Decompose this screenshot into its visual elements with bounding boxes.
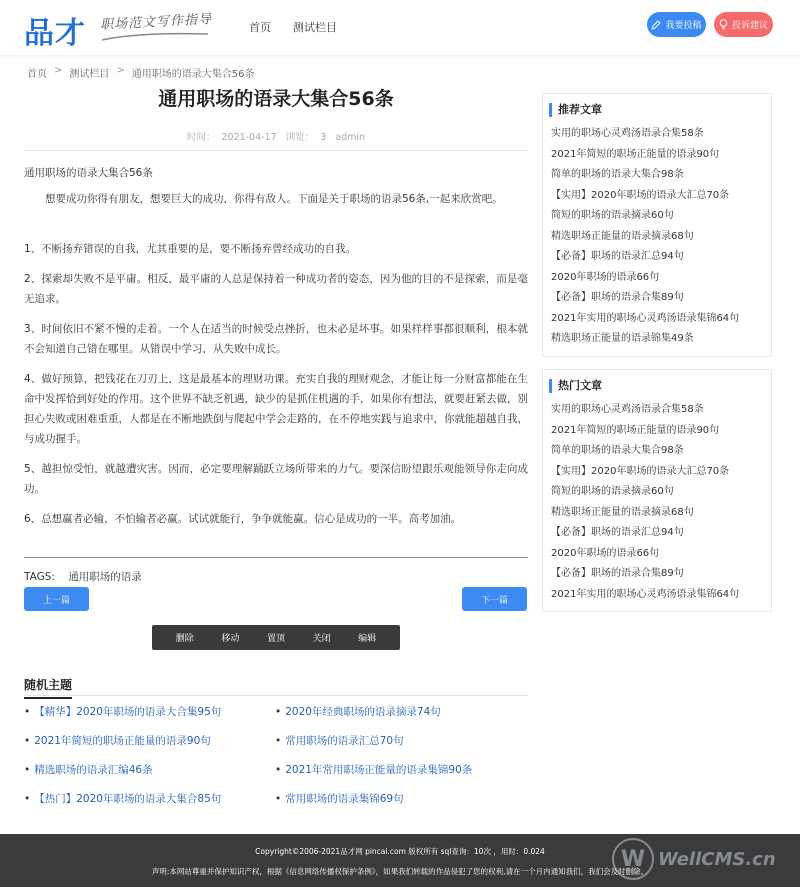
article-paragraph: 3、时间依旧不紧不慢的走着。一个人在适当的时候受点挫折，也未必是坏事。如果样样事都很顺利，根本就不会知道自己错在哪里。从错误中学习，从失败中成长。 <box>24 323 528 355</box>
recommended-articles-panel <box>542 93 772 357</box>
breadcrumb-column[interactable]: 测试栏目 <box>69 69 110 80</box>
bullet: • <box>275 793 282 805</box>
random-topic-item[interactable] <box>275 758 528 787</box>
breadcrumb <box>27 65 255 80</box>
hot-article-link[interactable]: 简单的职场的语录大集合98条 <box>551 445 684 456</box>
random-topic-label: 【热门】2020年职场的语录大集合85句 <box>34 793 222 805</box>
submit-article-button[interactable] <box>647 12 706 37</box>
bullet: • <box>24 735 31 747</box>
main-nav <box>249 19 337 35</box>
nav-test-column[interactable]: 测试栏目 <box>293 21 337 34</box>
site-slogan: 职场范文写作指导 <box>99 12 213 33</box>
title-divider <box>24 150 528 151</box>
random-topic-item[interactable] <box>275 787 528 816</box>
nav-home[interactable]: 首页 <box>249 21 271 34</box>
recommended-article-link[interactable]: 【必备】职场的语录汇总94句 <box>551 251 684 262</box>
prev-article-button[interactable]: 上一篇 <box>24 587 89 611</box>
breadcrumb-home[interactable]: 首页 <box>27 69 47 80</box>
random-topic-item[interactable] <box>275 729 528 758</box>
article-meta <box>24 129 528 143</box>
lightbulb-icon <box>719 19 728 30</box>
hot-article-link[interactable]: 2021年实用的职场心灵鸡汤语录集锦64句 <box>551 588 740 600</box>
footer-disclaimer: 声明:本网站尊重并保护知识产权，根据《信息网络传播权保护条例》，如果我们转载的作品侵犯了您的权利,请在一个月内通知我们，我们会及时删除。 <box>151 867 649 876</box>
article-paragraph: 通用职场的语录大集合56条 <box>24 167 153 179</box>
watermark-text: WellCMS.cn <box>658 848 776 870</box>
random-topic-label: 常用职场的语录汇总70句 <box>285 735 404 747</box>
article-paragraph: 5、越担惊受怕，就越遭灾害。因而，必定要理解踊跃立场所带来的力气。要深信盼望跟乐观能领导你走向成功。 <box>24 463 528 495</box>
edit-button[interactable]: 编辑 <box>358 634 377 644</box>
hot-articles-title: 热门文章 <box>549 379 763 393</box>
pin-button[interactable]: 置顶 <box>266 634 285 644</box>
hot-article-link[interactable]: 简短的职场的语录摘录60句 <box>551 486 674 497</box>
complaint-button[interactable] <box>714 12 773 37</box>
hot-article-link[interactable]: 【必备】职场的语录汇总94句 <box>551 527 684 538</box>
site-header <box>0 0 800 55</box>
bullet: • <box>275 764 282 776</box>
recommended-article-link[interactable]: 简短的职场的语录摘录60句 <box>551 210 674 221</box>
hot-articles-panel <box>542 369 772 612</box>
random-topic-item[interactable] <box>24 787 275 816</box>
random-topic-label: 2021年简短的职场正能量的语录90句 <box>34 735 211 747</box>
recommended-article-link[interactable]: 【实用】2020年职场的语录大汇总70条 <box>551 189 730 201</box>
bullet: • <box>275 706 282 718</box>
admin-toolbar <box>152 625 400 650</box>
wellcms-logo-icon: W <box>612 838 654 880</box>
recommended-article-link[interactable]: 精选职场正能量的语录锦集49条 <box>551 333 694 344</box>
breadcrumb-current: 通用职场的语录大集合56条 <box>131 69 255 80</box>
hot-article-link[interactable]: 精选职场正能量的语录摘录68句 <box>551 506 694 518</box>
recommended-article-link[interactable]: 实用的职场心灵鸡汤语录合集58条 <box>551 128 704 139</box>
random-topics-title: 随机主题 <box>24 676 72 699</box>
hot-article-link[interactable]: 【必备】职场的语录合集89句 <box>551 568 684 579</box>
random-topic-label: 2020年经典职场的语录摘录74句 <box>285 706 441 718</box>
article-tags <box>24 569 142 584</box>
recommended-article-link[interactable]: 【必备】职场的语录合集89句 <box>551 292 684 303</box>
random-topic-label: 2021年常用职场正能量的语录集锦90条 <box>285 764 473 776</box>
recommended-articles-title: 推荐文章 <box>549 103 763 117</box>
random-topic-item[interactable] <box>24 700 275 729</box>
content-end-divider <box>24 557 528 558</box>
time-label: 时间： <box>186 132 216 143</box>
publish-time: 2021-04-17 <box>221 132 277 143</box>
hot-article-link[interactable]: 【实用】2020年职场的语录大汇总70条 <box>551 465 730 477</box>
tag-link[interactable]: 通用职场的语录 <box>68 571 142 583</box>
hot-article-link[interactable]: 2020年职场的语录66句 <box>551 547 660 559</box>
tags-label: TAGS: <box>24 571 55 583</box>
recommended-article-link[interactable]: 2021年实用的职场心灵鸡汤语录集锦64句 <box>551 312 740 324</box>
breadcrumb-separator: > <box>116 65 125 76</box>
wellcms-watermark <box>612 838 776 880</box>
move-button[interactable]: 移动 <box>221 634 240 644</box>
views-label: 浏览： <box>285 132 315 143</box>
random-topic-label: 精选职场的语录汇编46条 <box>34 764 153 776</box>
recommended-article-link[interactable]: 2021年简短的职场正能量的语录90句 <box>551 148 720 160</box>
article-body <box>24 163 528 539</box>
random-topic-label: 常用职场的语录集锦69句 <box>285 793 404 805</box>
random-topic-item[interactable] <box>275 700 528 729</box>
article-paragraph: 2、探索却失败不是平庸。相反，最平庸的人总是保持着一种成功者的姿态，因为他的目的不是探索，而是毫无追求。 <box>24 273 528 305</box>
author-name[interactable]: admin <box>335 132 366 143</box>
recommended-article-link[interactable]: 简单的职场的语录大集合98条 <box>551 169 684 180</box>
article-title: 通用职场的语录大集合56条 <box>158 88 394 110</box>
article-paragraph: 6、总想赢者必输，不怕输者必赢。试试就能行，争争就能赢。信心是成功的一半。高考加油。 <box>24 513 462 525</box>
hot-article-link[interactable]: 2021年简短的职场正能量的语录90句 <box>551 424 720 436</box>
bullet: • <box>24 706 31 718</box>
complaint-label: 投诉建议 <box>731 21 768 31</box>
random-topics-list <box>24 700 528 816</box>
article-paragraph: 想要成功你得有朋友，想要巨大的成功，你得有敌人。下面是关于职场的语录56条,一起来欣赏吧。 <box>45 193 503 205</box>
close-button[interactable]: 关闭 <box>312 634 331 644</box>
random-topic-item[interactable] <box>24 758 275 787</box>
article-paragraph: 1、不断扬弃错误的自我，尤其重要的是，要不断扬弃曾经成功的自我。 <box>24 243 357 255</box>
delete-button[interactable]: 删除 <box>175 634 194 644</box>
next-article-button[interactable]: 下一篇 <box>462 587 527 611</box>
slogan-swoosh-icon <box>100 30 210 44</box>
bullet: • <box>24 793 31 805</box>
edit-icon <box>651 20 661 30</box>
random-topics-divider <box>24 695 528 696</box>
footer-copyright: Copyright©2006-2021品才网 pincai.com 版权所有 sql查询：10次 ，用时：0.024 <box>255 847 545 856</box>
random-topic-item[interactable] <box>24 729 275 758</box>
bullet: • <box>24 764 31 776</box>
submit-article-label: 我要投稿 <box>665 21 702 31</box>
view-count: 3 <box>320 132 327 143</box>
random-topic-label: 【精华】2020年职场的语录大合集95句 <box>34 706 222 718</box>
hot-article-link[interactable]: 实用的职场心灵鸡汤语录合集58条 <box>551 404 704 415</box>
article-paragraph: 4、做好预算，把钱花在刀刃上，这是最基本的理财功课。充实自我的理财观念，才能让每一分财富都能在生命中发挥恰到好处的作用。这个世界不缺乏机遇，缺少的是抓住机遇的手，如果你有想法，就要赶紧去做，别担心失败或困难重重，人都是在不断地跌倒与爬起中学会走路的，在不停地实践与追求中，你就能超越自我，与成功握手。 <box>24 373 528 445</box>
recommended-article-link[interactable]: 精选职场正能量的语录摘录68句 <box>551 230 694 242</box>
bullet: • <box>275 735 282 747</box>
site-logo[interactable]: 品才 <box>24 16 86 51</box>
breadcrumb-separator: > <box>54 65 63 76</box>
recommended-article-link[interactable]: 2020年职场的语录66句 <box>551 271 660 283</box>
